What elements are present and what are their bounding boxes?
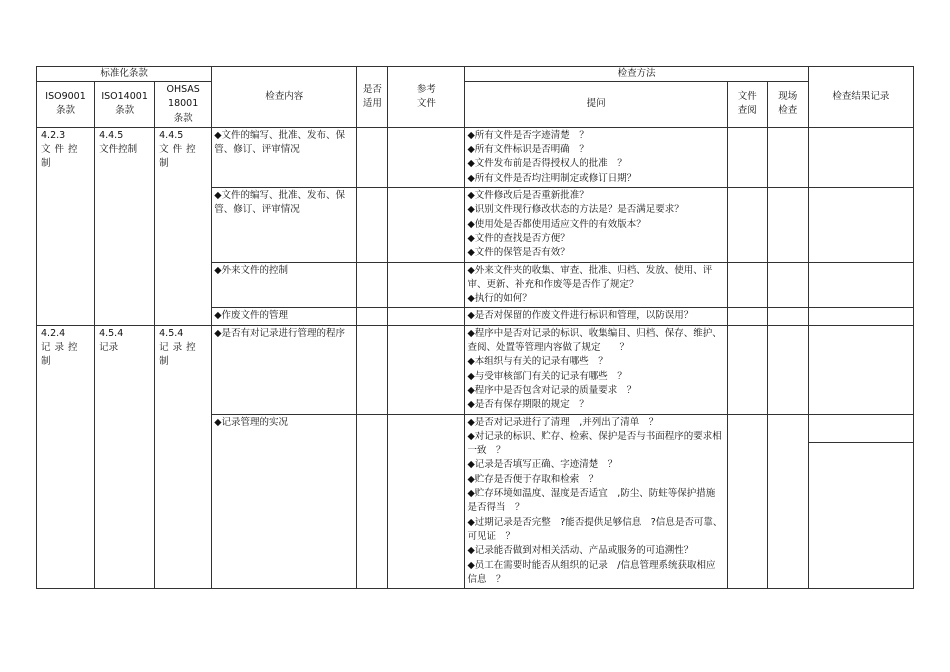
document-review-cell[interactable]	[727, 414, 767, 589]
question-item: ◆贮存环境如温度、湿度是否适宜 ,防尘、防蛀等保护措施是否得当 ？	[467, 488, 716, 514]
question-item: ◆记录是否填写正确、字迹清楚 ？	[467, 459, 618, 471]
check-content-cell: ◆记录管理的实况	[212, 414, 357, 589]
question-item: ◆文件发布前是否得授权人的批准 ？	[467, 158, 627, 170]
result-cell[interactable]	[808, 188, 913, 262]
site-check-cell[interactable]	[767, 414, 808, 589]
question-item: ◆与受审核部门有关的记录有哪些 ？	[467, 370, 627, 382]
clause-name: 记录控制	[159, 342, 200, 368]
clause-number: 4.2.4	[41, 327, 66, 339]
header-result-record: 检查结果记录	[808, 67, 913, 128]
question-item: ◆文件的查找是否方便？	[467, 232, 570, 244]
audit-checklist-table	[36, 66, 914, 589]
question-item: ◆记录能否做到对相关活动、产品或服务的可追溯性？	[467, 545, 694, 557]
reference-cell[interactable]	[388, 414, 465, 589]
result-cell[interactable]	[808, 325, 913, 414]
document-review-cell[interactable]	[727, 188, 767, 262]
header-check-content: 检查内容	[212, 67, 357, 128]
question-item: ◆是否对记录进行了清理 ,并列出了清单 ？	[467, 416, 659, 428]
question-cell	[465, 325, 727, 414]
question-item: ◆程序中是否对记录的标识、收集编目、归档、保存、维护、查阅、处置等管理内容做了规定 ？	[467, 327, 722, 354]
check-content-cell: ◆外来文件的控制	[212, 262, 357, 308]
site-check-cell[interactable]	[767, 127, 808, 187]
header-ohsas18001: OHSAS 18001 条款	[155, 82, 212, 128]
header-document-review: 文件 查阅	[727, 82, 767, 128]
question-item: ◆对记录的标识、贮存、检索、保护是否与书面程序的要求相一致 ？	[467, 430, 722, 457]
reference-cell[interactable]	[388, 127, 465, 187]
site-check-cell[interactable]	[767, 262, 808, 308]
document-review-cell[interactable]	[727, 325, 767, 414]
question-item: ◆使用处是否都使用适应文件的有效版本？	[467, 218, 646, 230]
check-content-cell: ◆文件的编写、批准、发布、保管、修订、评审情况	[212, 188, 357, 262]
applicable-cell[interactable]	[357, 188, 388, 262]
clause-number: 4.4.5	[99, 129, 124, 141]
result-subcell-divider	[809, 415, 913, 443]
check-content-cell: ◆是否有对记录进行管理的程序	[212, 325, 357, 414]
question-item: ◆是否对保留的作废文件进行标识和管理，以防误用？	[467, 310, 694, 322]
header-row-2	[37, 82, 914, 128]
table-row	[37, 127, 914, 187]
question-item: ◆外来文件夹的收集、审查、批准、归档、发放、使用、评审、更新、补充和作废等是否作了规定？	[467, 264, 713, 290]
check-content-cell: ◆文件的编写、批准、发布、保管、修订、评审情况	[212, 127, 357, 187]
header-row-1	[37, 67, 914, 82]
question-item: ◆员工在需要时能否从组织的记录 /信息管理系统获取相应信息 ？	[467, 559, 716, 585]
question-item: ◆所有文件是否均注明制定或修订日期？	[467, 172, 637, 184]
question-item: ◆所有文件标识是否明确 ？	[467, 144, 589, 156]
iso14001-clause	[95, 325, 155, 588]
reference-cell[interactable]	[388, 188, 465, 262]
clause-name: 文件控制	[159, 144, 200, 170]
question-cell	[465, 188, 727, 262]
question-cell	[465, 127, 727, 187]
site-check-cell[interactable]	[767, 325, 808, 414]
site-check-cell[interactable]	[767, 188, 808, 262]
header-site-check: 现场 检查	[767, 82, 808, 128]
clause-number: 4.4.5	[159, 129, 184, 141]
question-item: ◆所有文件是否字迹清楚 ？	[467, 129, 589, 141]
header-reference-docs: 参考 文件	[388, 67, 465, 128]
clause-name: 文件控制	[99, 144, 138, 156]
iso9001-clause	[37, 127, 95, 325]
question-item: ◆本组织与有关的记录有哪些 ？	[467, 356, 608, 368]
header-iso9001: ISO9001 条款	[37, 82, 95, 128]
result-cell[interactable]	[808, 127, 913, 187]
question-item: ◆文件的保管是否有效？	[467, 247, 570, 259]
question-item: ◆识别文件现行修改状态的方法是？是否满足要求？	[467, 204, 684, 216]
question-item: ◆文件修改后是否重新批准？	[467, 190, 589, 202]
clause-name: 记录控制	[41, 342, 82, 368]
header-question: 提问	[465, 82, 727, 128]
result-cell[interactable]	[808, 414, 913, 589]
ohsas-clause	[155, 325, 212, 588]
clause-number: 4.5.4	[159, 327, 184, 339]
result-cell[interactable]	[808, 262, 913, 308]
header-standard-clauses: 标准化条款	[37, 67, 212, 82]
header-check-method: 检查方法	[465, 67, 808, 82]
question-item: ◆执行的如何？	[467, 293, 532, 305]
applicable-cell[interactable]	[357, 308, 388, 325]
clause-number: 4.2.3	[41, 129, 66, 141]
iso14001-clause	[95, 127, 155, 325]
clause-number: 4.5.4	[99, 327, 124, 339]
applicable-cell[interactable]	[357, 262, 388, 308]
applicable-cell[interactable]	[357, 127, 388, 187]
document-review-cell[interactable]	[727, 127, 767, 187]
question-cell	[465, 414, 727, 589]
table-row	[37, 325, 914, 414]
question-cell	[465, 262, 727, 308]
result-cell[interactable]	[808, 308, 913, 325]
document-review-cell[interactable]	[727, 262, 767, 308]
question-item: ◆是否有保存期限的规定 ？	[467, 399, 589, 411]
ohsas-clause	[155, 127, 212, 325]
clause-name: 文件控制	[41, 144, 82, 170]
clause-name: 记录	[99, 342, 119, 354]
reference-cell[interactable]	[388, 325, 465, 414]
site-check-cell[interactable]	[767, 308, 808, 325]
question-cell	[465, 308, 727, 325]
header-applicable: 是否 适用	[357, 67, 388, 128]
check-content-cell: ◆作废文件的管理	[212, 308, 357, 325]
reference-cell[interactable]	[388, 308, 465, 325]
header-iso14001: ISO14001 条款	[95, 82, 155, 128]
question-item: ◆程序中是否包含对记录的质量要求 ？	[467, 384, 637, 396]
question-item: ◆过期记录是否完整 ?能否提供足够信息 ?信息是否可靠、可见证 ？	[467, 516, 723, 542]
document-review-cell[interactable]	[727, 308, 767, 325]
applicable-cell[interactable]	[357, 325, 388, 414]
reference-cell[interactable]	[388, 262, 465, 308]
applicable-cell[interactable]	[357, 414, 388, 589]
iso9001-clause	[37, 325, 95, 588]
question-item: ◆贮存是否便于存取和检索 ？	[467, 473, 599, 485]
